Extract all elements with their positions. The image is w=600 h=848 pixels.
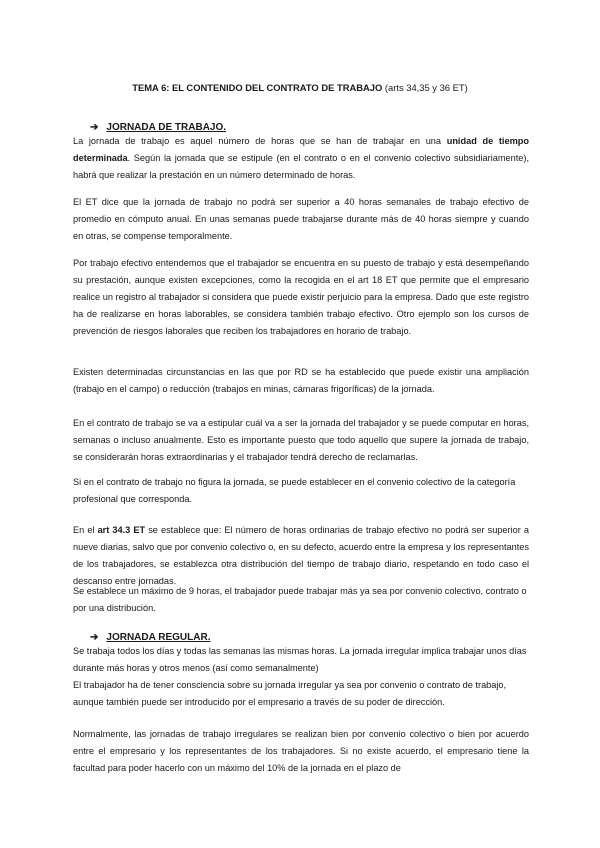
paragraph-art-34-3 — [73, 522, 529, 590]
paragraph-consciencia: El trabajador ha de tener consciencia sobre su jornada irregular ya sea por convenio o contrato de trabajo, aunque también puede ser introducido por el empresario a través de su poder de dirección. — [73, 680, 507, 707]
paragraph-jornada-regular: Se trabaja todos los días y todas las semanas las mismas horas. La jornada irregular implica trabajar unos días durante más horas y otros menos (así como semanalmente) — [73, 646, 527, 673]
heading-text: JORNADA REGULAR. — [106, 632, 211, 643]
paragraph-definition — [73, 133, 529, 184]
paragraph-circunstancias: Existen determinadas circunstancias en las que por RD se ha establecido que puede existir una ampliación (trabajo en el campo) o reducción (trabajos en minas, cámaras frigoríficas) de la jornada. — [73, 367, 529, 394]
heading-text: JORNADA DE TRABAJO. — [106, 122, 227, 133]
text-run: En el — [73, 525, 98, 535]
arrow-icon: ➔ — [90, 632, 99, 643]
text-run: se establece que: El número de horas ordinarias de trabajo efectivo no podrá ser superior a nueve diarias, salvo que por convenio colectivo o, en su defecto, acuerdo entre la empresa y los representantes de los trabajadores, se establezca otra distribución del tiempo de trabajo diario, respetando en todo caso el descanso entre jornadas. — [73, 525, 529, 586]
text-run: . Según la jornada que se estipule (en el contrato o en el convenio colectivo subsidiariamente), habrá que realizar la prestación en un número determinado de horas. — [73, 153, 529, 180]
paragraph-contrato: En el contrato de trabajo se va a estipular cuál va a ser la jornada del trabajador y se puede computar en horas, semanas o incluso anualmente. Esto es importante puesto que todo aquello que supere la jornada de trabajo, se considerarán horas extraordinarias y el trabajador tendrá derecho de reclamarlas. — [73, 418, 529, 462]
bold-article: art 34.3 ET — [97, 525, 146, 535]
paragraph-40-horas: El ET dice que la jornada de trabajo no podrá ser superior a 40 horas semanales de trabajo efectivo de promedio en cómputo anual. En unas semanas puede trabajarse durante más de 40 horas siempre y cuando en otras, se compense temporalmente. — [73, 197, 529, 241]
paragraph-maximo-9-horas: Se establece un máximo de 9 horas, el trabajador puede trabajar más ya sea por convenio colectivo, contrato o por una distribución. — [73, 586, 527, 613]
bold-term: unidad de tiempo determinada — [73, 136, 529, 163]
arrow-icon: ➔ — [90, 122, 99, 133]
paragraph-trabajo-efectivo: Por trabajo efectivo entendemos que el trabajador se encuentra en su puesto de trabajo y está desempeñando su prestación, aunque existen excepciones, como la recogida en el art 18 ET que permite que el empresario realice un registro al trabajador si considera que puede existir perjuicio para la empresa. Dado que este registro ha de realizarse en horas laborables, se considera también trabajo efectivo. Otro ejemplo son los cursos de prevención de riesgos laborales que reciben los trabajadores en horario de trabajo. — [73, 258, 529, 336]
document-title — [0, 82, 600, 93]
paragraph-convenio: Si en el contrato de trabajo no figura la jornada, se puede establecer en el convenio colectivo de la categoría profesional que corresponda. — [73, 477, 516, 504]
paragraph-jornadas-irregulares: Normalmente, las jornadas de trabajo irregulares se realizan bien por convenio colectivo o bien por acuerdo entre el empresario y los representantes de los trabajadores. Si no existe acuerdo, el empresario tiene la facultad para poder hacerlo con un máximo del 10% de la jornada en el plazo de — [73, 729, 529, 773]
section-heading-jornada-de-trabajo — [90, 122, 226, 133]
title-articles: (arts 34,35 y 36 ET) — [382, 82, 468, 93]
title-main: TEMA 6: EL CONTENIDO DEL CONTRATO DE TRABAJO — [132, 82, 383, 93]
section-heading-jornada-regular — [90, 632, 210, 643]
text-run: La jornada de trabajo es aquel número de horas que se han de trabajar en una — [73, 136, 447, 146]
